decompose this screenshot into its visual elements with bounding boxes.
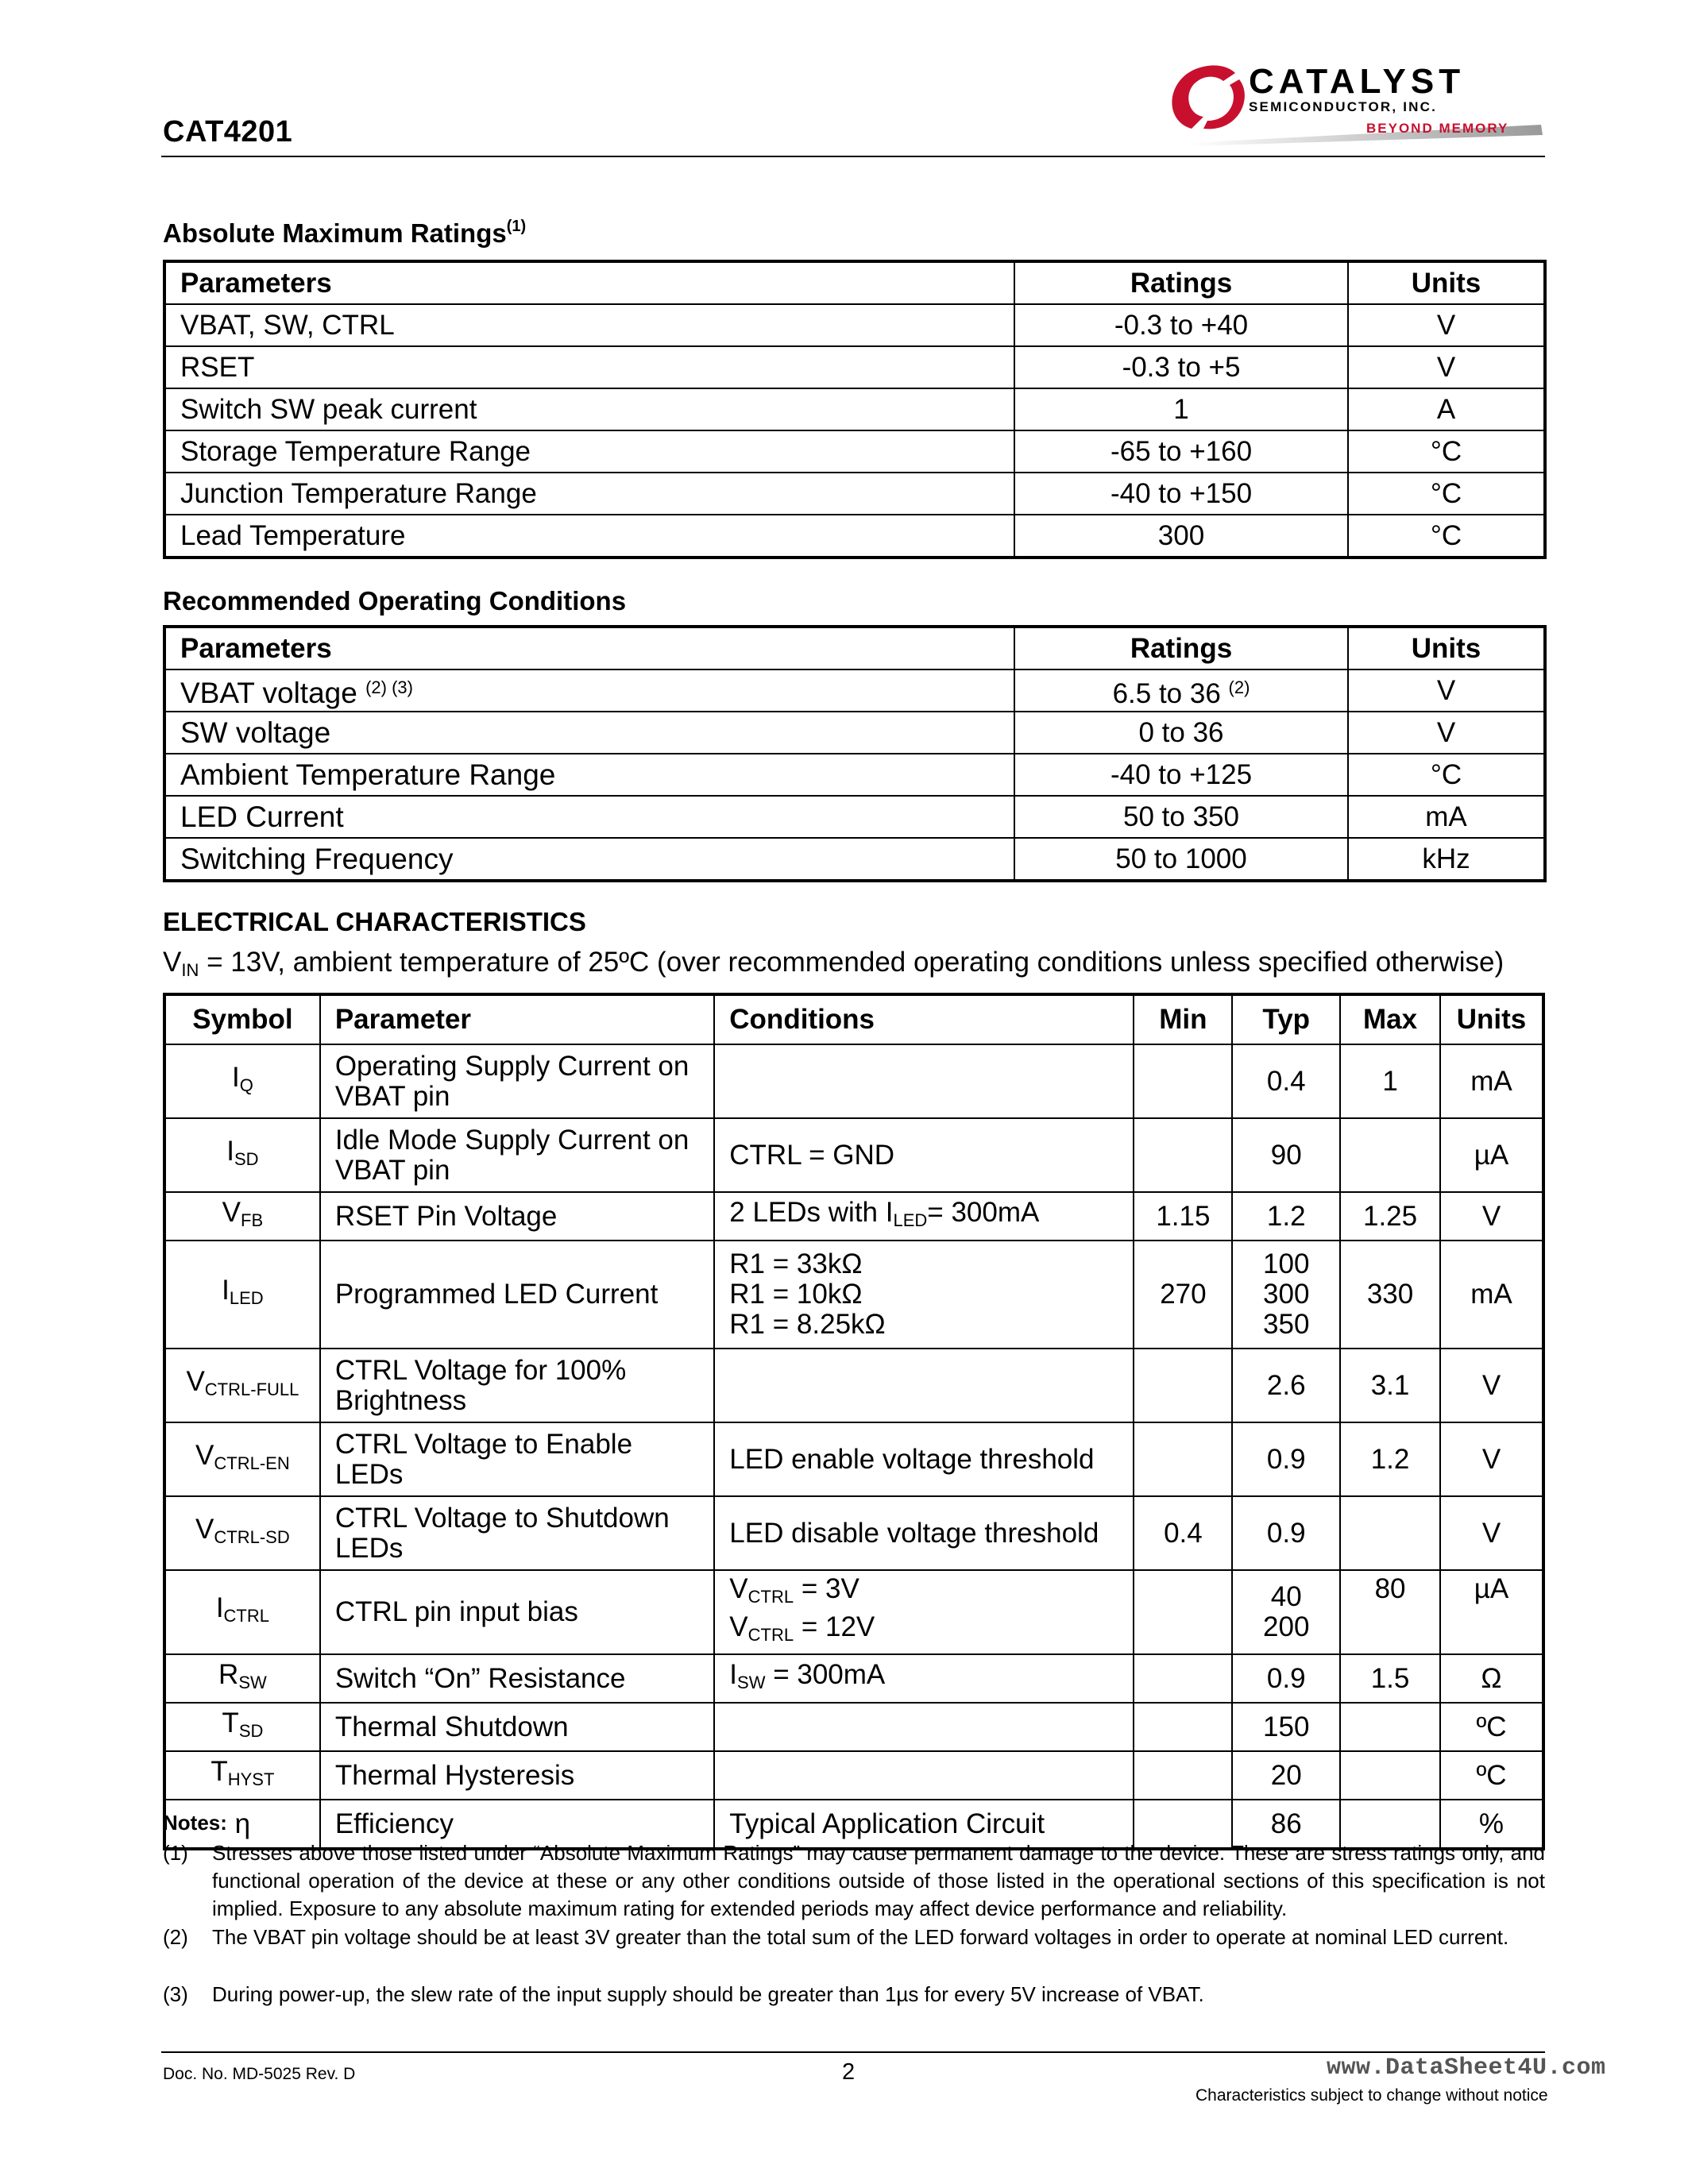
part-number-title: CAT4201 — [163, 115, 293, 149]
parameter-cell: LED Current — [164, 796, 1014, 838]
conditions-cell: CTRL = GND — [714, 1118, 1134, 1192]
typ-cell: 0.4 — [1232, 1044, 1340, 1118]
parameter-cell: CTRL Voltage to Shutdown LEDs — [320, 1496, 714, 1570]
header-parameter: Parameter — [320, 994, 714, 1044]
min-cell: 1.15 — [1134, 1192, 1232, 1241]
max-cell — [1340, 1703, 1440, 1751]
parameter-cell — [164, 669, 1014, 712]
min-cell — [1134, 1703, 1232, 1751]
note-text: During power-up, the slew rate of the input supply should be greater than 1µs for every 5V increase of VBAT. — [212, 1982, 1204, 2006]
note-number: (3) — [163, 1982, 188, 2006]
parameter-cell: Switch SW peak current — [164, 388, 1014, 430]
min-cell: 0.4 — [1134, 1496, 1232, 1570]
change-notice: Characteristics subject to change without notice — [1196, 2086, 1548, 2105]
symbol-cell — [164, 1703, 320, 1751]
conditions-cell: LED enable voltage threshold — [714, 1422, 1134, 1496]
cond-text: = 3V — [794, 1573, 859, 1604]
symbol-cell — [164, 1349, 320, 1422]
max-cell: 1.5 — [1340, 1654, 1440, 1703]
unit-cell: V — [1348, 669, 1545, 712]
header-parameters: Parameters — [164, 261, 1014, 304]
symbol-letter: I — [222, 1275, 230, 1306]
unit-cell: V — [1348, 346, 1545, 388]
table-row — [164, 1751, 1543, 1800]
table-row — [164, 388, 1545, 430]
logo-name: CATALYST — [1249, 62, 1466, 101]
note-text: Stresses above those listed under “Absolute Maximum Ratings” may cause permanent damage to the device. These are stress ratings only, and functional operation of the device at these or any other conditions outside of those listed in the operational sections of this specification is not implied. Exposure to any absolute maximum rating for extended periods may affect device performance and reliability. — [212, 1841, 1545, 1920]
max-cell: 330 — [1340, 1241, 1440, 1349]
vbat-note: (2) (3) — [365, 677, 413, 697]
table-row — [164, 304, 1545, 346]
abs-max-table — [163, 260, 1547, 559]
symbol-sub: CTRL-SD — [214, 1526, 290, 1547]
symbol-sub: CTRL-EN — [214, 1453, 290, 1473]
min-cell — [1134, 1044, 1232, 1118]
catalyst-logo — [1160, 49, 1549, 152]
parameter-cell: CTRL Voltage for 100% Brightness — [320, 1349, 714, 1422]
cond-text: V — [729, 1573, 748, 1604]
table-row — [164, 754, 1545, 796]
parameter-cell: Operating Supply Current on VBAT pin — [320, 1044, 714, 1118]
parameter-cell: CTRL pin input bias — [320, 1570, 714, 1654]
conditions-cell — [714, 1570, 1134, 1654]
logo-subtitle: SEMICONDUCTOR, INC. — [1249, 99, 1437, 114]
typ-cell: 90 — [1232, 1118, 1340, 1192]
parameter-cell: Efficiency — [320, 1800, 714, 1849]
page-number: 2 — [842, 2059, 856, 2085]
table-row — [164, 1570, 1543, 1654]
header-ratings: Ratings — [1014, 261, 1348, 304]
cond-text: = 12V — [794, 1611, 875, 1642]
unit-cell: V — [1348, 304, 1545, 346]
note-number: (2) — [163, 1925, 188, 1949]
symbol-cell — [164, 1241, 320, 1349]
conditions-cell — [714, 1703, 1134, 1751]
condition-line — [729, 1574, 1118, 1612]
header-symbol: Symbol — [164, 994, 320, 1044]
unit-cell: kHz — [1348, 838, 1545, 881]
symbol-cell — [164, 1044, 320, 1118]
unit-cell: °C — [1348, 430, 1545, 473]
elec-conditions — [163, 947, 1504, 981]
symbol-cell — [164, 1422, 320, 1496]
cond-text: = 300mA — [927, 1196, 1040, 1228]
unit-cell: µA — [1440, 1118, 1543, 1192]
table-row — [164, 1496, 1543, 1570]
symbol-letter: V — [222, 1196, 241, 1228]
symbol-sub: FB — [241, 1210, 264, 1230]
note-number: (1) — [163, 1841, 188, 1865]
header-units: Units — [1348, 627, 1545, 669]
conditions-cell: R1 = 33kΩ R1 = 10kΩ R1 = 8.25kΩ — [714, 1241, 1134, 1349]
cond-text: V — [729, 1611, 748, 1642]
table-header-row — [164, 627, 1545, 669]
table-row — [164, 430, 1545, 473]
rating-cell: -65 to +160 — [1014, 430, 1348, 473]
cond-text: I — [729, 1658, 738, 1690]
symbol-letter: R — [218, 1658, 239, 1690]
rating-cell: -40 to +150 — [1014, 473, 1348, 515]
conditions-cell: Typical Application Circuit — [714, 1800, 1134, 1849]
typ-cell: 0.9 — [1232, 1422, 1340, 1496]
rating-cell: 0 to 36 — [1014, 712, 1348, 754]
symbol-sub: LED — [229, 1288, 264, 1308]
symbol-sub: Q — [239, 1075, 253, 1095]
table-row — [164, 1703, 1543, 1751]
parameter-cell: CTRL Voltage to Enable LEDs — [320, 1422, 714, 1496]
symbol-letter: T — [222, 1707, 239, 1738]
abs-max-title-note: (1) — [506, 218, 527, 235]
unit-cell: mA — [1440, 1241, 1543, 1349]
typ-cell: 100 300 350 — [1232, 1241, 1340, 1349]
max-cell: 1.25 — [1340, 1192, 1440, 1241]
table-header-row — [164, 261, 1545, 304]
parameter-cell: Storage Temperature Range — [164, 430, 1014, 473]
header-conditions: Conditions — [714, 994, 1134, 1044]
conditions-cell: LED disable voltage threshold — [714, 1496, 1134, 1570]
unit-cell: mA — [1348, 796, 1545, 838]
parameter-cell: Thermal Shutdown — [320, 1703, 714, 1751]
footer-divider — [161, 2051, 1305, 2053]
cond-sub: LED — [893, 1210, 928, 1230]
header-parameters: Parameters — [164, 627, 1014, 669]
table-row — [164, 1654, 1543, 1703]
symbol-cell — [164, 1654, 320, 1703]
symbol-sub: SW — [238, 1672, 267, 1692]
header-max: Max — [1340, 994, 1440, 1044]
parameter-cell: Junction Temperature Range — [164, 473, 1014, 515]
symbol-letter: V — [195, 1513, 214, 1545]
symbol-cell — [164, 1751, 320, 1800]
max-cell — [1340, 1496, 1440, 1570]
conditions-cell — [714, 1044, 1134, 1118]
max-cell: 1.2 — [1340, 1422, 1440, 1496]
rec-op-title: Recommended Operating Conditions — [163, 586, 627, 615]
max-cell: 3.1 — [1340, 1349, 1440, 1422]
condition-line — [729, 1612, 1118, 1650]
table-row — [164, 1118, 1543, 1192]
min-cell — [1134, 1570, 1232, 1654]
conditions-cell — [714, 1751, 1134, 1800]
min-cell — [1134, 1422, 1232, 1496]
table-header-row — [164, 994, 1543, 1044]
logo-tagline: BEYOND MEMORY — [1366, 121, 1509, 136]
parameter-cell: RSET Pin Voltage — [320, 1192, 714, 1241]
min-cell — [1134, 1118, 1232, 1192]
symbol-letter: I — [215, 1592, 224, 1623]
max-cell: 1 — [1340, 1044, 1440, 1118]
rating-cell — [1014, 669, 1348, 712]
unit-cell: °C — [1348, 515, 1545, 558]
abs-max-title — [163, 218, 526, 249]
parameter-cell: SW voltage — [164, 712, 1014, 754]
parameter-cell: Ambient Temperature Range — [164, 754, 1014, 796]
electrical-table — [163, 993, 1545, 1850]
parameter-cell: Thermal Hysteresis — [320, 1751, 714, 1800]
table-row — [164, 838, 1545, 881]
cond-symbol-sub: IN — [181, 960, 199, 980]
table-row — [164, 1192, 1543, 1241]
symbol-cell — [164, 1118, 320, 1192]
max-cell — [1340, 1118, 1440, 1192]
note-2 — [163, 1924, 1545, 1981]
header-typ: Typ — [1232, 994, 1340, 1044]
symbol-sub: CTRL-FULL — [204, 1379, 299, 1399]
min-cell — [1134, 1654, 1232, 1703]
parameter-cell: Switch “On” Resistance — [320, 1654, 714, 1703]
table-row — [164, 1241, 1543, 1349]
unit-cell: ºC — [1440, 1703, 1543, 1751]
typ-cell: 1.2 — [1232, 1192, 1340, 1241]
unit-cell: °C — [1348, 754, 1545, 796]
cond-sub: CTRL — [747, 1625, 794, 1645]
unit-cell: ºC — [1440, 1751, 1543, 1800]
conditions-cell — [714, 1192, 1134, 1241]
typ-cell: 2.6 — [1232, 1349, 1340, 1422]
note-1 — [163, 1839, 1545, 1927]
max-cell — [1340, 1751, 1440, 1800]
table-row — [164, 669, 1545, 712]
parameter-cell: RSET — [164, 346, 1014, 388]
typ-cell: 86 — [1232, 1800, 1340, 1849]
cond-sub: CTRL — [747, 1587, 794, 1607]
rating-cell: 1 — [1014, 388, 1348, 430]
typ-cell: 20 — [1232, 1751, 1340, 1800]
unit-cell: V — [1440, 1496, 1543, 1570]
cond-symbol: V — [163, 947, 182, 978]
symbol-letter: T — [211, 1755, 228, 1787]
table-row — [164, 796, 1545, 838]
unit-cell: °C — [1348, 473, 1545, 515]
parameter-cell: Switching Frequency — [164, 838, 1014, 881]
cond-sub: SW — [737, 1672, 766, 1692]
rating-cell: 50 to 1000 — [1014, 838, 1348, 881]
unit-cell: V — [1440, 1422, 1543, 1496]
symbol-sub: SD — [238, 1720, 264, 1741]
unit-cell: µA — [1440, 1570, 1543, 1654]
typ-cell: 40 200 — [1232, 1570, 1340, 1654]
unit-cell: V — [1348, 712, 1545, 754]
table-row — [164, 346, 1545, 388]
unit-cell: A — [1348, 388, 1545, 430]
rating-cell: -0.3 to +40 — [1014, 304, 1348, 346]
cond-text: 2 LEDs with I — [729, 1196, 894, 1228]
unit-cell: % — [1440, 1800, 1543, 1849]
table-row — [164, 712, 1545, 754]
header-units: Units — [1440, 994, 1543, 1044]
min-cell: 270 — [1134, 1241, 1232, 1349]
table-row — [164, 1349, 1543, 1422]
header-divider — [161, 156, 1545, 157]
min-cell — [1134, 1751, 1232, 1800]
parameter-cell: Programmed LED Current — [320, 1241, 714, 1349]
symbol-cell — [164, 1192, 320, 1241]
symbol-sub: HYST — [227, 1769, 275, 1789]
conditions-cell — [714, 1654, 1134, 1703]
header-units: Units — [1348, 261, 1545, 304]
max-cell: 80 — [1340, 1570, 1440, 1654]
table-row — [164, 473, 1545, 515]
header-ratings: Ratings — [1014, 627, 1348, 669]
min-cell — [1134, 1349, 1232, 1422]
symbol-letter: V — [186, 1365, 205, 1397]
symbol-letter: V — [195, 1439, 214, 1471]
elec-title: ELECTRICAL CHARACTERISTICS — [163, 907, 586, 936]
symbol-sub: SD — [234, 1148, 259, 1169]
cond-text: = 13V, ambient temperature of 25ºC (over recommended operating conditions unless specified otherwise) — [199, 947, 1505, 978]
symbol-letter: I — [226, 1135, 234, 1167]
conditions-cell — [714, 1349, 1134, 1422]
datasheet-url-link[interactable]: www.DataSheet4U.com — [1327, 2055, 1606, 2082]
table-row — [164, 1044, 1543, 1118]
parameter-cell: VBAT, SW, CTRL — [164, 304, 1014, 346]
footer-divider-right — [1305, 2051, 1545, 2053]
typ-cell: 0.9 — [1232, 1496, 1340, 1570]
table-row — [164, 515, 1545, 558]
typ-cell: 0.9 — [1232, 1654, 1340, 1703]
rating-cell: 50 to 350 — [1014, 796, 1348, 838]
symbol-letter: I — [231, 1061, 240, 1093]
rating-cell: -0.3 to +5 — [1014, 346, 1348, 388]
unit-cell: Ω — [1440, 1654, 1543, 1703]
unit-cell: V — [1440, 1192, 1543, 1241]
symbol-letter: η — [234, 1808, 251, 1839]
symbol-cell — [164, 1496, 320, 1570]
parameter-cell: Lead Temperature — [164, 515, 1014, 558]
table-row — [164, 1422, 1543, 1496]
abs-max-title-text: Absolute Maximum Ratings — [163, 218, 507, 248]
vbat-label: VBAT voltage — [180, 677, 357, 709]
document-number: Doc. No. MD-5025 Rev. D — [163, 2065, 356, 2083]
header-min: Min — [1134, 994, 1232, 1044]
rating-cell: -40 to +125 — [1014, 754, 1348, 796]
typ-cell: 150 — [1232, 1703, 1340, 1751]
note-3 — [163, 1981, 1545, 2009]
vbat-rating-note: (2) — [1228, 677, 1250, 697]
parameter-cell: Idle Mode Supply Current on VBAT pin — [320, 1118, 714, 1192]
unit-cell: mA — [1440, 1044, 1543, 1118]
notes-title: Notes: — [163, 1811, 227, 1835]
rec-op-table — [163, 625, 1547, 882]
vbat-rating: 6.5 to 36 — [1112, 677, 1221, 709]
unit-cell: V — [1440, 1349, 1543, 1422]
symbol-sub: CTRL — [223, 1606, 269, 1626]
rating-cell: 300 — [1014, 515, 1348, 558]
note-text: The VBAT pin voltage should be at least 3V greater than the total sum of the LED forward voltages in order to operate at nominal LED current. — [212, 1925, 1509, 1949]
symbol-cell — [164, 1570, 320, 1654]
cond-text: = 300mA — [765, 1658, 886, 1690]
